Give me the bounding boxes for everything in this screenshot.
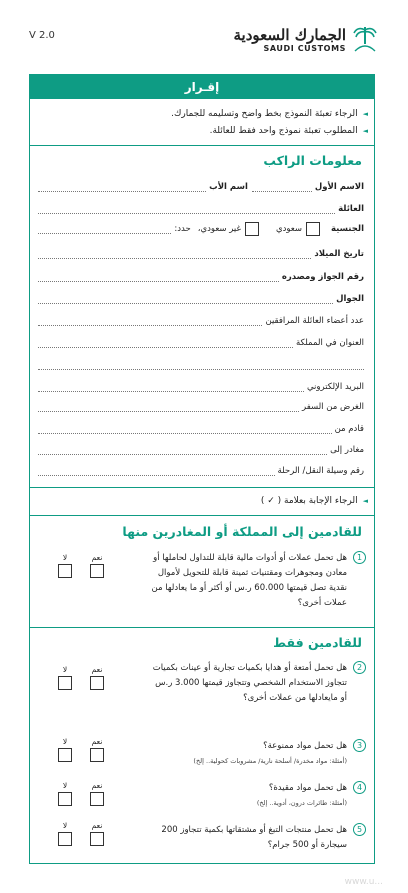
q5-no-checkbox[interactable] — [58, 832, 72, 846]
mobile-row — [38, 290, 364, 304]
family-field[interactable] — [38, 204, 335, 214]
declaration-title: إقـرار — [30, 75, 374, 99]
answer-q2 — [58, 665, 104, 690]
dob-row — [38, 245, 364, 259]
no-label: لا — [62, 665, 68, 674]
dob-label: تاريخ الميلاد — [314, 249, 364, 259]
name-row — [38, 178, 364, 192]
divider — [30, 487, 374, 488]
companions-field[interactable] — [38, 316, 262, 326]
specify-label: حدد: — [174, 224, 191, 234]
transport-label: رقم وسيلة النقل/ الرحلة — [277, 466, 364, 476]
arriving-from-field[interactable] — [38, 424, 332, 434]
question-number: 2 — [353, 661, 366, 674]
answer-q1 — [58, 553, 104, 578]
question-text: هل تحمل منتجات التبغ أو مشتقاتها بكمية تتجاوز 200 سيجارة أو 500 جرام؟ — [161, 825, 347, 850]
logo-english-text: SAUDI CUSTOMS — [263, 43, 346, 53]
departing-to-field[interactable] — [38, 445, 327, 455]
email-row — [38, 378, 364, 392]
question-number: 4 — [353, 781, 366, 794]
email-label: البريد الإلكتروني — [306, 382, 364, 392]
address-row-2 — [38, 356, 364, 370]
passport-row — [38, 268, 364, 282]
watermark: www.u... — [344, 877, 383, 887]
passport-label: رقم الجواز ومصدره — [281, 272, 364, 282]
purpose-row — [38, 398, 364, 412]
family-row — [38, 200, 364, 214]
nationality-label: الجنسية — [331, 224, 364, 234]
saudi-customs-logo — [234, 24, 379, 54]
yes-label: نعم — [91, 781, 103, 790]
transport-field[interactable] — [38, 466, 275, 476]
question-example: (أمثلة: طائرات درون، أدوية.. إلخ) — [256, 799, 347, 807]
palm-swords-emblem-icon — [352, 24, 378, 54]
yes-label: نعم — [91, 665, 103, 674]
answer-q4 — [58, 781, 104, 806]
yes-label: نعم — [91, 821, 103, 830]
q1-no-checkbox[interactable] — [58, 564, 72, 578]
transport-row — [38, 462, 364, 476]
divider — [30, 515, 374, 516]
q4-yes-checkbox[interactable] — [90, 792, 104, 806]
q2-no-checkbox[interactable] — [58, 676, 72, 690]
question-number: 3 — [353, 739, 366, 752]
note-2: ◄ المطلوب تعبئة نموذج واحد فقط للعائلة. — [209, 126, 368, 136]
non-saudi-checkbox[interactable] — [245, 222, 259, 236]
q2-yes-checkbox[interactable] — [90, 676, 104, 690]
check-note: ◄ الرجاء الإجابة بعلامة ( ✓ ) — [260, 496, 368, 506]
mobile-label: الجوال — [336, 294, 364, 304]
no-label: لا — [62, 821, 68, 830]
triangle-bullet-icon: ◄ — [362, 110, 368, 118]
q4-no-checkbox[interactable] — [58, 792, 72, 806]
first-name-label: الاسم الأول — [314, 182, 364, 192]
arriving-from-label: قادم من — [334, 424, 364, 434]
q1-yes-checkbox[interactable] — [90, 564, 104, 578]
address-label: العنوان في المملكة — [295, 338, 364, 348]
departing-row — [38, 441, 364, 455]
triangle-bullet-icon: ◄ — [362, 497, 368, 505]
address-field[interactable] — [38, 338, 293, 348]
q3-yes-checkbox[interactable] — [90, 748, 104, 762]
mobile-field[interactable] — [38, 294, 333, 304]
saudi-label: سعودي — [275, 224, 303, 234]
email-field[interactable] — [38, 382, 304, 392]
triangle-bullet-icon: ◄ — [362, 127, 368, 135]
logo-arabic-text: الجمارك السعودية — [233, 25, 346, 44]
father-name-label: اسم الأب — [209, 182, 248, 192]
saudi-checkbox[interactable] — [306, 222, 320, 236]
divider — [30, 145, 374, 146]
question-example: (أمثلة: مواد مخدرة/ أسلحة نارية/ مشروبات كحولية.. إلخ) — [193, 757, 347, 765]
dob-field[interactable] — [38, 249, 311, 259]
question-text: هل تحمل عملات أو أدوات مالية قابلة للتداول لحاملها أو معادن ومجوهرات ومقتنيات ثمينة قابلة للتحويل لأموال نقدية تصل قيمتها 60.000 ر.س أو أكثر أو ما يعادلها من عملات أخرى؟ — [151, 553, 347, 608]
father-name-field[interactable] — [38, 182, 206, 192]
purpose-field[interactable] — [38, 402, 299, 412]
address-row — [38, 334, 364, 348]
no-label: لا — [62, 737, 68, 746]
question-text: هل تحمل مواد مقيدة؟ — [268, 783, 347, 793]
question-number: 1 — [353, 551, 366, 564]
passport-field[interactable] — [38, 272, 279, 282]
companions-row — [38, 312, 364, 326]
nationality-row — [38, 222, 364, 236]
arriving-row — [38, 420, 364, 434]
section-arriving-departing-title: للقادمين إلى المملكة أو المغادرين منها — [122, 524, 362, 539]
specify-field[interactable] — [38, 224, 171, 234]
yes-label: نعم — [91, 737, 103, 746]
no-label: لا — [62, 781, 68, 790]
question-text: هل تحمل أمتعة أو هدايا بكميات تجارية أو عينات بكميات تتجاوز الاستخدام الشخصي وتتجاوز قيمتها 3.000 ر.س أو مايعادلها من عملات أخرى؟ — [152, 663, 347, 703]
question-2 — [147, 661, 366, 706]
no-label: لا — [62, 553, 68, 562]
divider — [30, 627, 374, 628]
family-label: العائلة — [338, 204, 364, 214]
answer-q5 — [58, 821, 104, 846]
declaration-form — [29, 74, 375, 864]
question-number: 5 — [353, 823, 366, 836]
yes-label: نعم — [91, 553, 103, 562]
question-1 — [147, 551, 366, 611]
passenger-info-title: معلومات الراكب — [263, 153, 362, 168]
non-saudi-label: غير سعودي، — [197, 224, 241, 234]
section-arriving-only-title: للقادمين فقط — [273, 635, 362, 650]
purpose-label: الغرض من السفر — [302, 402, 364, 412]
question-text: هل تحمل مواد ممنوعة؟ — [263, 741, 347, 751]
companions-label: عدد أعضاء العائلة المرافقين — [265, 316, 364, 326]
question-4 — [147, 781, 366, 811]
q3-no-checkbox[interactable] — [58, 748, 72, 762]
version-label: V 2.0 — [29, 30, 55, 41]
question-3 — [147, 739, 366, 769]
note-1: ◄ الرجاء تعبئة النموذج بخط واضح وتسليمه للجمارك. — [171, 109, 368, 119]
address-field-2[interactable] — [38, 360, 364, 370]
first-name-field[interactable] — [252, 182, 312, 192]
answer-q3 — [58, 737, 104, 762]
departing-to-label: مغادر إلى — [330, 445, 364, 455]
question-5 — [147, 823, 366, 853]
q5-yes-checkbox[interactable] — [90, 832, 104, 846]
